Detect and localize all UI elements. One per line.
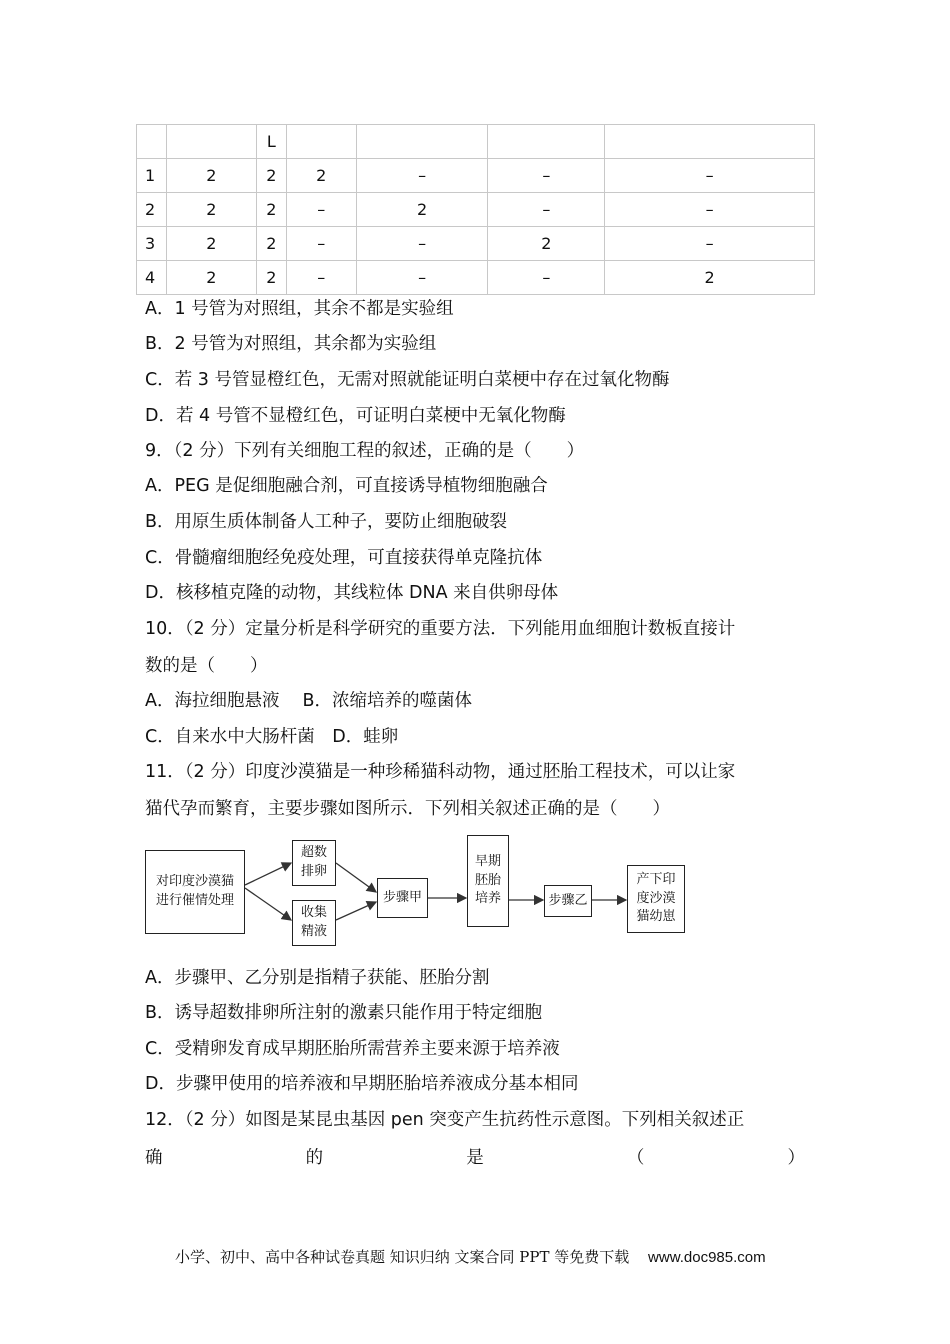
table-cell: 2	[166, 159, 256, 193]
flow-diagram	[140, 830, 700, 948]
table-cell	[166, 125, 256, 159]
q12-word: （	[626, 1148, 645, 1168]
q10-stem-line2: 数的是（ ）	[145, 656, 268, 676]
q10-options-line1: A．海拉细胞悬液 B．浓缩培养的噬菌体	[145, 691, 473, 711]
table-row	[137, 227, 815, 261]
box-collect-semen	[292, 900, 336, 946]
q11-stem-line2: 猫代孕而繁育，主要步骤如图所示．下列相关叙述正确的是（ ）	[145, 799, 670, 819]
table-cell: –	[488, 159, 605, 193]
arrow-to-superovulation	[245, 863, 291, 885]
q12-stem-line1: 12．（2 分）如图是某昆虫基因 pen 突变产生抗药性示意图。下列相关叙述正	[145, 1110, 745, 1130]
q8-option-b: B．2 号管为对照组，其余都为实验组	[145, 334, 437, 354]
table-cell: 2	[166, 227, 256, 261]
footer-text: 小学、初中、高中各种试卷真题 知识归纳 文案合同 PPT 等免费下载	[175, 1248, 630, 1266]
q11-option-a: A．步骤甲、乙分别是指精子获能、胚胎分割	[145, 968, 490, 988]
table-cell: 3	[137, 227, 167, 261]
box-text: 精液	[300, 924, 327, 939]
arrow-to-semen	[245, 888, 291, 920]
q9-option-a: A．PEG 是促细胞融合剂，可直接诱导植物细胞融合	[145, 476, 548, 496]
table-cell: –	[356, 159, 488, 193]
table-cell: 2	[356, 193, 488, 227]
q8-option-d: D．若 4 号管不显橙红色，可证明白菜梗中无氧化物酶	[145, 406, 566, 426]
table-cell: 2	[488, 227, 605, 261]
table-cell	[137, 125, 167, 159]
q11-option-c: C．受精卵发育成早期胚胎所需营养主要来源于培养液	[145, 1039, 560, 1059]
table-cell: –	[286, 227, 356, 261]
table-cell	[286, 125, 356, 159]
table-cell	[356, 125, 488, 159]
q8-option-c: C．若 3 号管显橙红色，无需对照就能证明白菜梗中存在过氧化物酶	[145, 370, 670, 390]
box-early-embryo-culture	[467, 835, 509, 927]
box-text: 超数	[300, 845, 327, 861]
box-text: 进行催情处理	[155, 893, 234, 908]
table-cell: 2	[256, 227, 286, 261]
q9-option-d: D．核移植克隆的动物，其线粒体 DNA 来自供卵母体	[145, 583, 559, 603]
table-cell: 2	[256, 193, 286, 227]
box-text: 度沙漠	[636, 890, 676, 906]
q12-word: ）	[787, 1148, 805, 1168]
box-text: 胚胎	[474, 872, 501, 888]
page-footer	[175, 1246, 766, 1267]
box-text: 步骤甲	[382, 889, 422, 905]
q12-word: 确	[145, 1148, 163, 1168]
table-cell: –	[488, 193, 605, 227]
table-cell: 2	[166, 193, 256, 227]
table-cell: –	[605, 159, 815, 193]
table-row	[137, 193, 815, 227]
box-text: 排卵	[300, 864, 327, 879]
box-text: 步骤乙	[548, 892, 588, 908]
table-cell: 2	[256, 261, 286, 295]
box-text: 猫幼崽	[636, 909, 676, 925]
table-row	[137, 159, 815, 193]
table-cell: –	[356, 261, 488, 295]
q9-option-b: B．用原生质体制备人工种子，要防止细胞破裂	[145, 512, 508, 532]
table-cell: 2	[286, 159, 356, 193]
q12-word: 的	[305, 1148, 324, 1168]
q12-stem-line2	[145, 1146, 805, 1170]
box-offspring	[627, 865, 685, 933]
q9-stem: 9．（2 分）下列有关细胞工程的叙述，正确的是（ ）	[145, 441, 585, 461]
box-text: 收集	[300, 905, 327, 921]
table-row	[137, 261, 815, 295]
table-header-row	[137, 125, 815, 159]
table-cell: –	[605, 227, 815, 261]
q9-option-c: C．骨髓瘤细胞经免疫处理，可直接获得单克隆抗体	[145, 548, 543, 568]
q11-stem-line1: 11．（2 分）印度沙漠猫是一种珍稀猫科动物，通过胚胎工程技术，可以让家	[145, 762, 736, 782]
table-cell: 2	[166, 261, 256, 295]
box-step-a	[377, 878, 428, 918]
box-step-b	[544, 885, 592, 917]
table-cell: 1	[137, 159, 167, 193]
table-cell: 2	[605, 261, 815, 295]
table-cell: –	[605, 193, 815, 227]
box-superovulation	[292, 840, 336, 886]
q11-option-b: B．诱导超数排卵所注射的激素只能作用于特定细胞	[145, 1003, 543, 1023]
q12-word: 是	[466, 1148, 484, 1168]
q8-option-a: A．1 号管为对照组，其余不都是实验组	[145, 299, 454, 319]
table-cell	[605, 125, 815, 159]
box-text: 对印度沙漠猫	[155, 874, 234, 890]
q11-option-d: D．步骤甲使用的培养液和早期胚胎培养液成分基本相同	[145, 1074, 579, 1094]
arrow-from-semen	[336, 902, 376, 920]
table-cell: 4	[137, 261, 167, 295]
table-cell	[488, 125, 605, 159]
table-cell: –	[286, 261, 356, 295]
table-cell: 2	[256, 159, 286, 193]
table-cell: 2	[137, 193, 167, 227]
table-cell: –	[356, 227, 488, 261]
box-hormone-treatment	[145, 850, 245, 934]
box-text: 产下印	[636, 871, 676, 887]
table-cell: –	[286, 193, 356, 227]
experiment-table	[136, 124, 815, 295]
q10-stem-line1: 10．（2 分）定量分析是科学研究的重要方法．下列能用血细胞计数板直接计	[145, 619, 736, 639]
table-cell: L	[256, 125, 286, 159]
box-text: 早期	[474, 853, 501, 869]
footer-url[interactable]: www.doc985.com	[648, 1249, 766, 1266]
q10-options-line2: C．自来水中大肠杆菌 D．蛙卵	[145, 727, 399, 747]
box-text: 培养	[474, 891, 501, 907]
table-cell: –	[488, 261, 605, 295]
arrow-from-superovulation	[336, 863, 376, 892]
